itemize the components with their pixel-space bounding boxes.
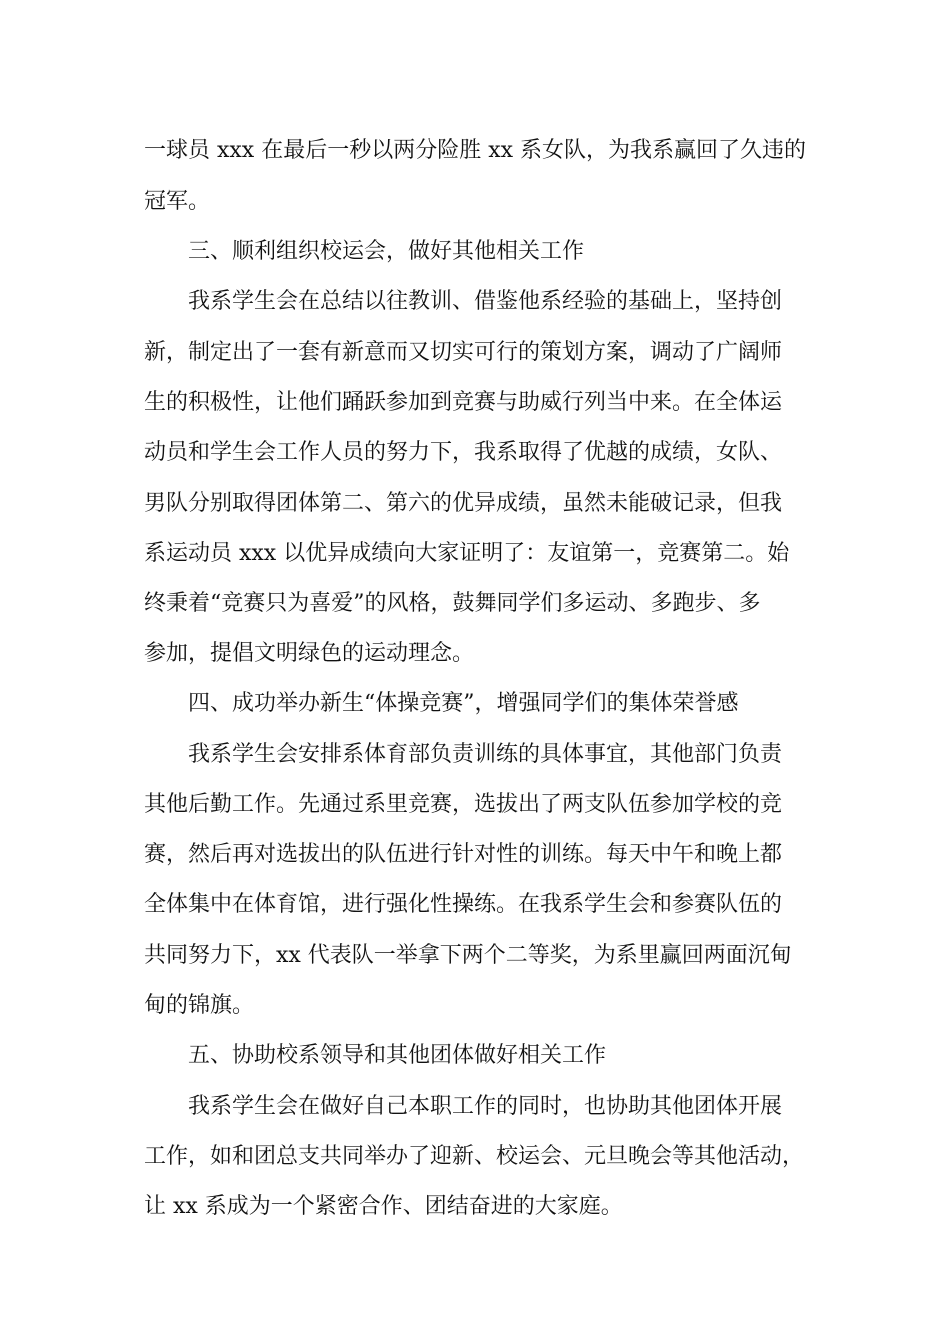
text-line: 甸的锦旗。 [144,993,255,1018]
text-line: 我系学生会在总结以往教训、借鉴他系经验的基础上，坚持创 [188,289,783,314]
text-line: 终秉着“竞赛只为喜爱”的风格，鼓舞同学们多运动、多跑步、多 [144,591,761,616]
text-line: 男队分别取得团体第二、第六的优异成绩，虽然未能破记录，但我 [144,491,783,516]
section-heading: 四、成功举办新生“体操竞赛”，增强同学们的集体荣誉感 [188,691,739,716]
text-line: 系运动员 xxx 以优异成绩向大家证明了：友谊第一，竞赛第二。始 [144,541,790,566]
text-line: 参加，提倡文明绿色的运动理念。 [144,641,475,666]
text-line: 动员和学生会工作人员的努力下，我系取得了优越的成绩，女队、 [144,440,783,465]
text-line: 让 xx 系成为一个紧密合作、团结奋进的大家庭。 [144,1194,623,1219]
text-line: 共同努力下，xx 代表队一举拿下两个二等奖，为系里赢回两面沉甸 [144,943,792,968]
text-line: 新，制定出了一套有新意而又切实可行的策划方案，调动了广阔师 [144,340,783,365]
text-line: 一球员 xxx 在最后一秒以两分险胜 xx 系女队，为我系赢回了久违的 [144,138,807,163]
text-line: 赛，然后再对选拔出的队伍进行针对性的训练。每天中午和晚上都 [144,842,783,867]
section-heading: 五、协助校系领导和其他团体做好相关工作 [188,1043,607,1068]
section-heading: 三、顺利组织校运会，做好其他相关工作 [188,239,585,264]
text-line: 工作，如和团总支共同举办了迎新、校运会、元旦晚会等其他活动， [144,1144,805,1169]
text-line: 全体集中在体育馆，进行强化性操练。在我系学生会和参赛队伍的 [144,892,783,917]
text-line: 其他后勤工作。先通过系里竞赛，选拔出了两支队伍参加学校的竞 [144,792,783,817]
text-line: 我系学生会在做好自己本职工作的同时，也协助其他团体开展 [188,1094,783,1119]
text-line: 冠军。 [144,189,211,214]
text-line: 我系学生会安排系体育部负责训练的具体事宜，其他部门负责 [188,742,783,767]
text-line: 生的积极性，让他们踊跃参加到竞赛与助威行列当中来。在全体运 [144,390,783,415]
